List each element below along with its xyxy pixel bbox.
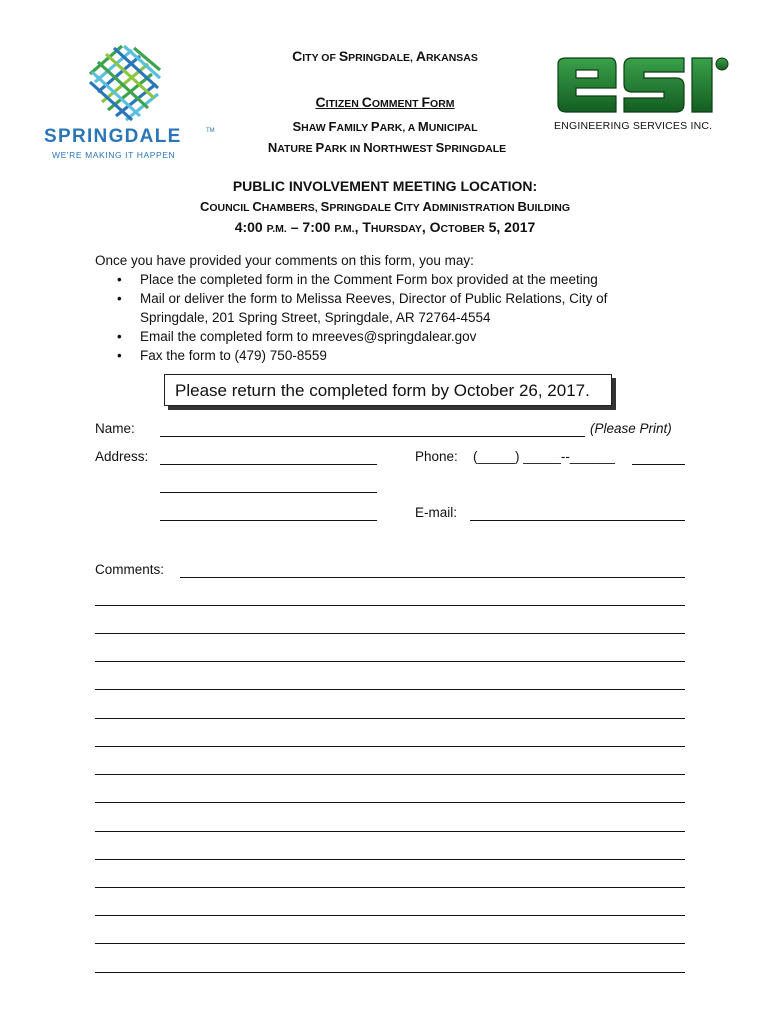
comment-line[interactable] [95, 774, 685, 775]
springdale-wordmark: SPRINGDALE [44, 126, 182, 147]
comment-line[interactable] [95, 718, 685, 719]
park-line-2: NATURE PARK IN NORTHWEST SPRINGDALE [267, 140, 507, 155]
comment-line[interactable] [95, 661, 685, 662]
address-field-line-2[interactable] [160, 492, 377, 493]
springdale-lattice-icon [40, 44, 215, 128]
meeting-time: 4:00 P.M. – 7:00 P.M., THURSDAY, OCTOBER 5, 2017 [234, 219, 536, 235]
list-item: • Fax the form to (479) 750-8559 [95, 346, 695, 365]
esi-letters-icon [552, 54, 738, 116]
comments-label: Comments: [95, 562, 165, 577]
list-item: • Mail or deliver the form to Melissa Reeves, Director of Public Relations, City of Springdale, 201 Spring Street, Springdale, AR 72764-4554 [95, 289, 695, 327]
email-field[interactable] [470, 520, 685, 521]
list-item: • Email the completed form to mreeves@springdalear.gov [95, 327, 695, 346]
address-label: Address: [95, 449, 149, 464]
esi-logo [552, 54, 738, 136]
esi-subtitle: ENGINEERING SERVICES INC. [554, 120, 713, 132]
form-title: CITIZEN COMMENT FORM [315, 94, 455, 110]
comment-line[interactable] [180, 577, 685, 578]
phone-label: Phone: [415, 449, 458, 464]
comment-line[interactable] [95, 859, 685, 860]
please-print-note: (Please Print) [590, 421, 672, 436]
springdale-trademark: TM [206, 128, 215, 134]
instructions-list [95, 270, 695, 365]
meeting-heading: PUBLIC INVOLVEMENT MEETING LOCATION: [232, 178, 538, 194]
email-label: E-mail: [415, 505, 458, 520]
comment-line[interactable] [95, 943, 685, 944]
list-item: • Place the completed form in the Comment Form box provided at the meeting [95, 270, 695, 289]
comment-line[interactable] [95, 887, 685, 888]
instructions [95, 251, 695, 365]
comment-line[interactable] [95, 605, 685, 606]
phone-pattern: (_____) _____--______ [473, 449, 615, 464]
name-label: Name: [95, 421, 135, 436]
comment-line[interactable] [95, 633, 685, 634]
phone-field[interactable] [632, 464, 685, 465]
comment-line[interactable] [95, 689, 685, 690]
meeting-location: COUNCIL CHAMBERS, SPRINGDALE CITY ADMINISTRATION BUILDING [199, 199, 571, 214]
comment-line[interactable] [95, 746, 685, 747]
comment-line[interactable] [95, 831, 685, 832]
springdale-tagline: WE'RE MAKING IT HAPPEN [52, 150, 176, 160]
comment-line[interactable] [95, 915, 685, 916]
address-field-line-1[interactable] [160, 464, 377, 465]
park-line-1: SHAW FAMILY PARK, A MUNICIPAL [292, 119, 478, 134]
return-deadline-callout: Please return the completed form by October 26, 2017. [164, 374, 612, 406]
comment-line[interactable] [95, 972, 685, 973]
name-field[interactable] [160, 436, 585, 437]
address-field-line-3[interactable] [160, 520, 377, 521]
springdale-logo [40, 44, 215, 162]
city-heading: CITY OF SPRINGDALE, ARKANSAS [292, 48, 478, 64]
comment-line[interactable] [95, 802, 685, 803]
instructions-intro: Once you have provided your comments on this form, you may: [95, 253, 474, 268]
